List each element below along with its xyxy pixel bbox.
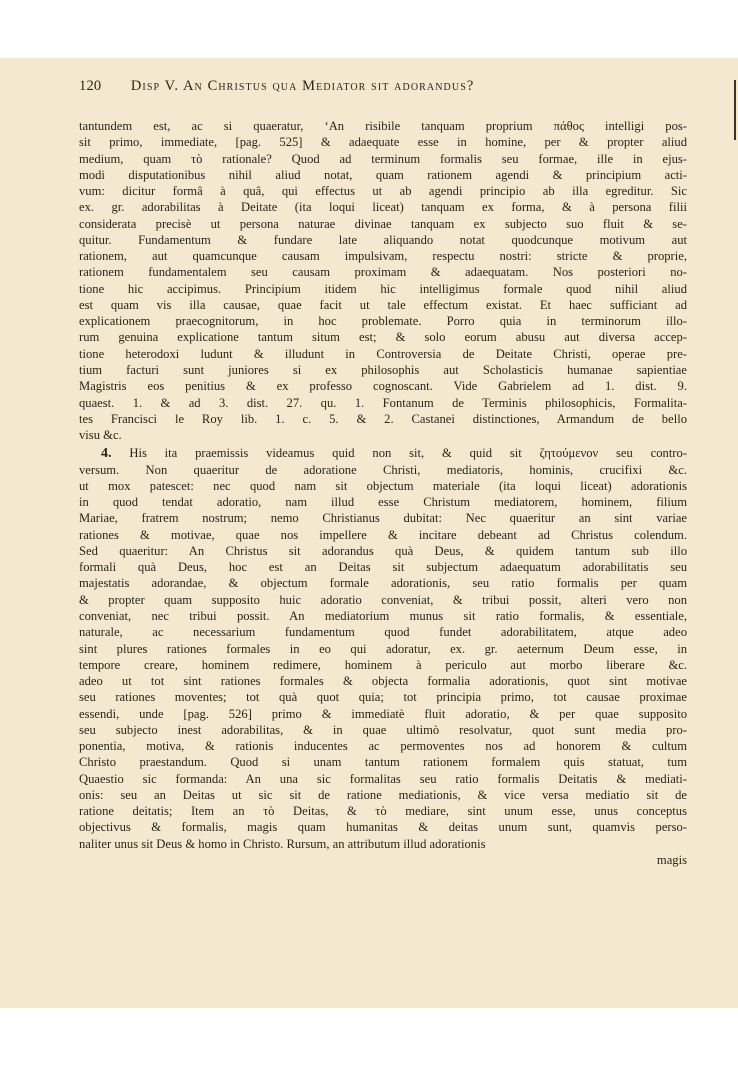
text-line: tione heterodoxi ludunt & illudunt in Controversia de Deitate Christi, operae pre- <box>79 346 687 361</box>
text-body <box>79 118 687 868</box>
text-line: tempore creare, hominem redimere, hominem à periculo aut morbo liberare &c. <box>79 657 687 672</box>
catchword: magis <box>656 852 687 867</box>
text-line: medium, quam τὸ rationale? Quod ad terminum formalis seu formae, ille in ejus- <box>79 151 687 166</box>
text-line: rationem fundamentalem seu causam proximam & adaequatam. Nos posteriori no- <box>79 265 687 280</box>
text-line: conveniat, nec tribui possit. An mediatorium munus sit ratio formalis, & essentiale, <box>79 608 687 623</box>
text-line: ratione deitatis; Item an τὸ Deitas, & τὸ mediare, sint unum esse, unus conceptus <box>79 804 687 819</box>
text-line: Mariae, fratrem nostrum; nemo Christianus dubitat: Nec quaeritur an sint variae <box>79 511 687 526</box>
text-line: in quod tendat adoratio, nam illud esse Christum mediatorem, hominem, filium <box>79 495 687 510</box>
running-title: Disp V. An Christus qua Mediator sit adorandus? <box>130 78 475 94</box>
line-text: His ita praemissis videamus quid non sit, & quid sit ζητούμενον seu contro- <box>129 446 687 461</box>
text-line: modi disputationibus nihil aliud notat, quam rationem agendi & principium acti- <box>79 167 687 182</box>
book-page <box>0 58 738 1008</box>
text-line: explicationem praecognitorum, in hoc problemate. Porro quia in terminorum illo- <box>79 314 687 329</box>
text-line: majestatis adorandae, & objectum formale adorationis, seu ratio formalis per quam <box>79 576 687 591</box>
text-line: Christo praestandum. Quod si unam tantum rationem formalem quis statuat, tum <box>79 755 687 770</box>
paragraph <box>79 445 687 852</box>
text-line: visu &c. <box>79 428 122 443</box>
text-line: essendi, unde [pag. 526] primo & immediatè fluit adoratio, & per quae supposito <box>79 706 687 721</box>
text-line: Magistris eos penitius & ex professo cognoscant. Vide Gabrielem ad 1. dist. 9. <box>79 379 687 394</box>
text-line: naturale, ac necessarium fundamentum quod fundet adorabilitatem, atque adeo <box>79 625 687 640</box>
running-header <box>79 78 699 95</box>
text-line: tantundem est, ac si quaeratur, ‘An risibile tanquam proprium πάθος intelligi pos- <box>79 119 687 133</box>
page-number: 120 <box>79 78 102 94</box>
text-line: quitur. Fundamentum & fundare late aliquando notat quodcunque motivum aut <box>79 232 687 247</box>
text-line <box>79 445 687 461</box>
text-line: rationem, aut quamcunque causam impulsivam, respectu nostri: stricte & proprie, <box>79 249 687 264</box>
text-line: vum: dicitur formâ à quâ, qui effectus ut ab agendi principio ab illa egreditur. Sic <box>79 184 687 199</box>
text-line: tium facturi sunt juniores si ex philosophis aut Scholasticis humanae sapientiae <box>79 362 687 377</box>
text-line: naliter unus sit Deus & homo in Christo. Rursum, an attributum illud adorationis <box>79 836 486 851</box>
text-line: sit primo, immediate, [pag. 525] & adaequate esse in homine, per & propter aliud <box>79 135 687 150</box>
text-line: formali quà Deus, hoc est an Deitas sit subjectum adaequatum adorabilitatis seu <box>79 560 687 575</box>
text-line: objectivus & formalis, magis quam humanitas & deitas unum sunt, quamvis perso- <box>79 820 687 835</box>
paragraph-number: 4. <box>101 446 112 462</box>
text-line: tes Francisci le Roy lib. 1. c. 5. & 2. Castanei distinctiones, Armandum de bello <box>79 411 687 426</box>
text-line: est quam vis illa causae, quae facit ut tale effectum existat. Et haec sufficiant ad <box>79 297 687 312</box>
text-line: seu rationes moventes; tot quà quot quia; tot principia primo, tot causae proximae <box>79 690 687 705</box>
text-line: ponentia, motiva, & rationis inducentes ac permoventes nos ad honorem & cultum <box>79 739 687 754</box>
text-line: Sed quaeritur: An Christus sit adorandus quà Deus, & quidem tantum sub illo <box>79 543 687 558</box>
text-line: ex. gr. adorabilitas à Deitate (ita loqui liceat) tanquam ex forma, & à persona filii <box>79 200 687 215</box>
text-line: Quaestio sic formanda: An una sic formalitas seu ratio formalis Deitatis & mediati- <box>79 771 687 786</box>
text-line: & propter quam supposito huic adoratio conveniat, & tribui possit, alteri vero non <box>79 592 687 607</box>
text-line: quaest. 1. & ad 3. dist. 27. qu. 1. Fontanum de Terminis philosophicis, Formalita- <box>79 395 687 410</box>
text-line: sint plures rationes formales in eo qui adoratur, ex. gr. aeternum Deum esse, in <box>79 641 687 656</box>
text-line: adeo ut tot sint rationes formales & objecta formalia adorationis, quot sint motivae <box>79 674 687 689</box>
text-line: rum genuina explicatione tantum situm est; & solo eorum abusu aut diversa accep- <box>79 330 687 345</box>
text-line: onis: seu an Deitas ut sic sit de ratione mediationis, & vice versa mediatio sit de <box>79 787 687 802</box>
paragraph <box>79 118 687 443</box>
text-line: seu subjecto inest adorabilitas, & in quae ultimò resolvatur, quot sunt media pro- <box>79 722 687 737</box>
text-line: considerata precisè ut persona naturae divinae tanquam ex subjecto suo fluit & se- <box>79 216 687 231</box>
text-line: tione hic accipimus. Principium itidem hic intelligimus formale quod nihil aliud <box>79 281 687 296</box>
text-line: versum. Non quaeritur de adoratione Christi, mediatoris, hominis, crucifixi &c. <box>79 462 687 477</box>
text-line: ut mox patescet: nec quod nam sit objectum materiale (ita loqui liceat) adorationis <box>79 478 687 493</box>
text-line: rationes & motivae, quae nos impellere & incitare debeant ad Christus colendum. <box>79 527 687 542</box>
page-edge <box>734 80 736 140</box>
